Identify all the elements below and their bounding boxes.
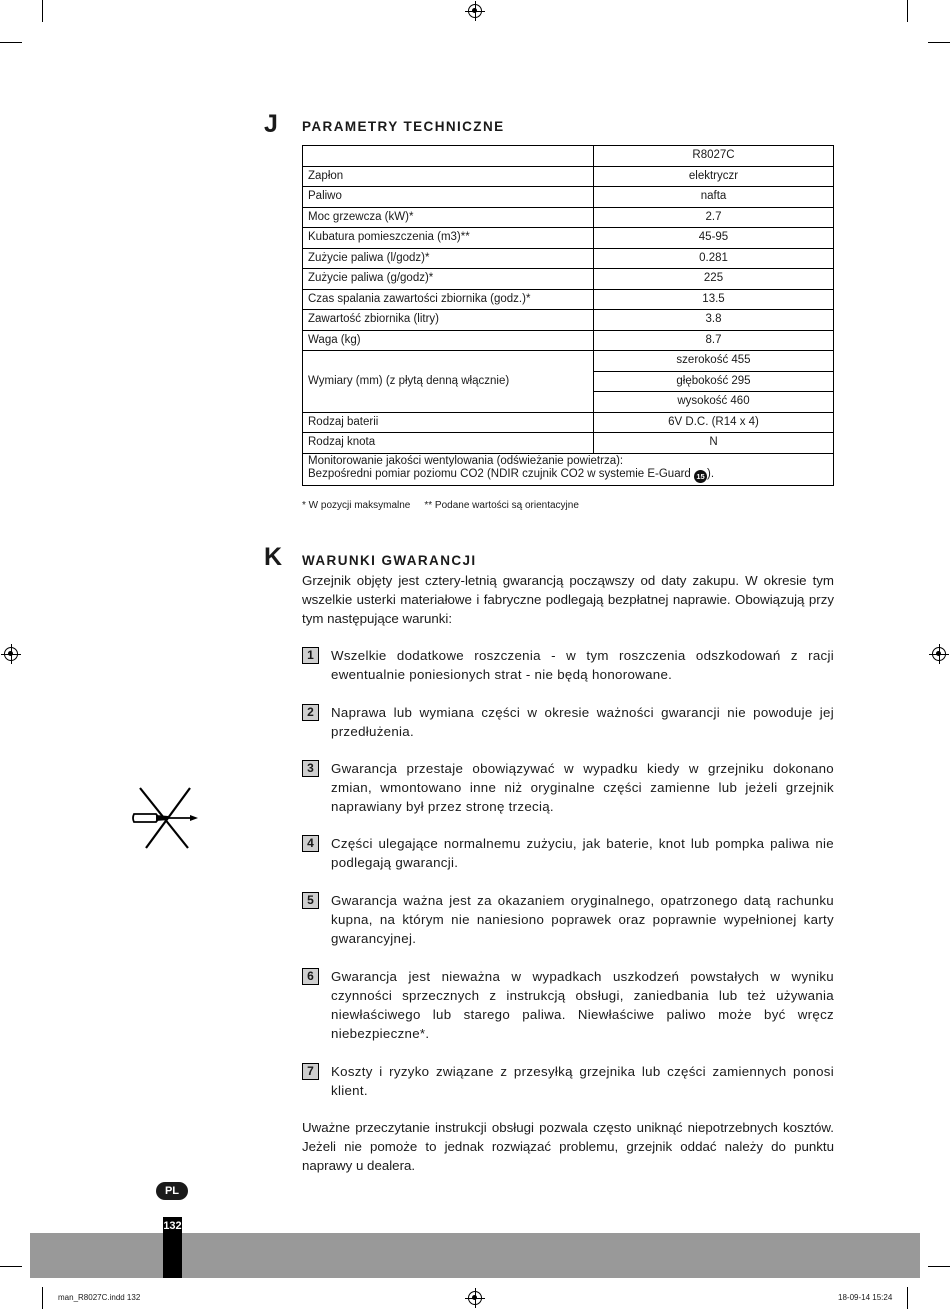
spec-value: 0.281	[594, 248, 834, 269]
spec-value: nafta	[594, 187, 834, 208]
footnotes	[302, 500, 579, 511]
spec-model: R8027C	[594, 146, 834, 167]
item-number: 6	[302, 968, 319, 985]
spec-value: 225	[594, 269, 834, 290]
spec-label-dimensions: Wymiary (mm) (z płytą denną włącznie)	[303, 351, 594, 413]
registration-mark-icon	[4, 647, 18, 661]
spec-value: 45-95	[594, 228, 834, 249]
spec-header-empty	[303, 146, 594, 167]
spec-table	[302, 145, 834, 486]
table-row	[303, 228, 834, 249]
item-text: Części ulegające normalnemu zużyciu, jak baterie, knot lub pompka paliwa nie podlegają gwarancji.	[331, 836, 834, 870]
spec-note	[303, 453, 834, 485]
spec-label: Moc grzewcza (kW)*	[303, 207, 594, 228]
item-number: 1	[302, 647, 319, 664]
page-number: 132	[163, 1217, 182, 1278]
crop-mark	[0, 42, 22, 43]
spec-value-depth: głębokość 295	[594, 371, 834, 392]
item-text: Naprawa lub wymiana części w okresie ważności gwarancji nie powoduje jej przedłużenia.	[331, 705, 834, 739]
spec-label: Zużycie paliwa (g/godz)*	[303, 269, 594, 290]
footnote-approx: ** Podane wartości są orientacyjne	[424, 500, 579, 511]
section-title-warranty: WARUNKI GWARANCJI	[302, 553, 477, 568]
spec-label: Zawartość zbiornika (litry)	[303, 310, 594, 331]
crop-mark	[928, 42, 950, 43]
e-guard-badge: 15	[694, 470, 707, 483]
table-row	[303, 412, 834, 433]
table-row	[303, 453, 834, 485]
item-text: Koszty i ryzyko związane z przesyłką grzejnika lub części zamiennych ponosi klient.	[331, 1064, 834, 1098]
spec-value: 2.7	[594, 207, 834, 228]
no-screwdriver-icon	[130, 784, 202, 852]
file-slug: man_R8027C.indd 132	[58, 1293, 141, 1302]
crop-mark	[907, 0, 908, 22]
crop-mark	[42, 1287, 43, 1309]
spec-label: Rodzaj knota	[303, 433, 594, 454]
table-row	[303, 187, 834, 208]
crop-mark	[42, 0, 43, 22]
spec-label: Waga (kg)	[303, 330, 594, 351]
table-row	[303, 146, 834, 167]
spec-value-width: szerokość 455	[594, 351, 834, 372]
item-text: Gwarancja ważna jest za okazaniem oryginalnego, opatrzonego datą rachunku kupna, na którym nie naniesiono poprawek oraz poprawnie wypełnionej karty gwarancyjnej.	[331, 893, 834, 946]
spec-label: Zużycie paliwa (l/godz)*	[303, 248, 594, 269]
table-row	[303, 207, 834, 228]
table-row	[303, 351, 834, 372]
table-row	[303, 269, 834, 290]
spec-value: 13.5	[594, 289, 834, 310]
item-number: 4	[302, 835, 319, 852]
table-row	[303, 433, 834, 454]
table-row	[303, 248, 834, 269]
spec-label: Zapłon	[303, 166, 594, 187]
crop-mark	[928, 1266, 950, 1267]
registration-mark-icon	[468, 1291, 482, 1305]
section-letter-k: K	[264, 543, 283, 571]
item-text: Gwarancja przestaje obowiązywać w wypadku kiedy w grzejniku dokonano zmian, wmontowano inne niż oryginalne części zamienne lub jeżeli grzejnik naprawiany był przez stronę trzecią.	[331, 761, 834, 814]
spec-value: 6V D.C. (R14 x 4)	[594, 412, 834, 433]
table-row	[303, 310, 834, 331]
item-number: 2	[302, 704, 319, 721]
item-number: 5	[302, 892, 319, 909]
spec-note-line2: Bezpośredni pomiar poziomu CO2 (NDIR czujnik CO2 w systemie E-Guard	[308, 468, 695, 481]
spec-note-line1: Monitorowanie jakości wentylowania (odświeżanie powietrza):	[308, 454, 624, 467]
spec-value: 8.7	[594, 330, 834, 351]
language-badge: PL	[156, 1182, 188, 1200]
date-slug: 18-09-14 15:24	[838, 1293, 893, 1302]
warranty-outro: Uważne przeczytanie instrukcji obsługi pozwala często uniknąć niepotrzebnych kosztów. Jeżeli nie pomoże to jednak rozwiązać problemu, grzejnik oddać należy do punktu naprawy u dealera.	[302, 1120, 834, 1173]
spec-label: Rodzaj baterii	[303, 412, 594, 433]
table-row	[303, 289, 834, 310]
spec-value: N	[594, 433, 834, 454]
section-title-technical: PARAMETRY TECHNICZNE	[302, 119, 505, 134]
table-row	[303, 330, 834, 351]
spec-value-height: wysokość 460	[594, 392, 834, 413]
spec-label: Paliwo	[303, 187, 594, 208]
registration-mark-icon	[468, 4, 482, 18]
spec-value: elektryczr	[594, 166, 834, 187]
section-letter-j: J	[264, 110, 278, 138]
warranty-intro: Grzejnik objęty jest cztery-letnią gwarancją począwszy od daty zakupu. W okresie tym wszelkie usterki materiałowe i fabryczne podlegają bezpłatnej naprawie. Obowiązują przy tym następujące warunki:	[302, 573, 834, 626]
item-number: 7	[302, 1063, 319, 1080]
spec-note-end: ).	[707, 468, 715, 481]
item-number: 3	[302, 760, 319, 777]
item-text: Wszelkie dodatkowe roszczenia - w tym roszczenia odszkodowań z racji ewentualnie poniesionych strat - nie będą honorowane.	[331, 648, 834, 682]
crop-mark	[907, 1287, 908, 1309]
table-row	[303, 166, 834, 187]
spec-label: Czas spalania zawartości zbiornika (godz.)*	[303, 289, 594, 310]
spec-label: Kubatura pomieszczenia (m3)**	[303, 228, 594, 249]
item-text: Gwarancja jest nieważna w wypadkach uszkodzeń powstałych w wyniku czynności sprzecznych z instrukcją obsługi, zaniedbania lub też używania niewłaściwego lub starego paliwa. Niewłaściwe paliwo może być wręcz niebezpieczne*.	[331, 969, 834, 1041]
registration-mark-icon	[932, 647, 946, 661]
spec-value: 3.8	[594, 310, 834, 331]
crop-mark	[0, 1266, 22, 1267]
footnote-max: * W pozycji maksymalne	[302, 500, 411, 511]
